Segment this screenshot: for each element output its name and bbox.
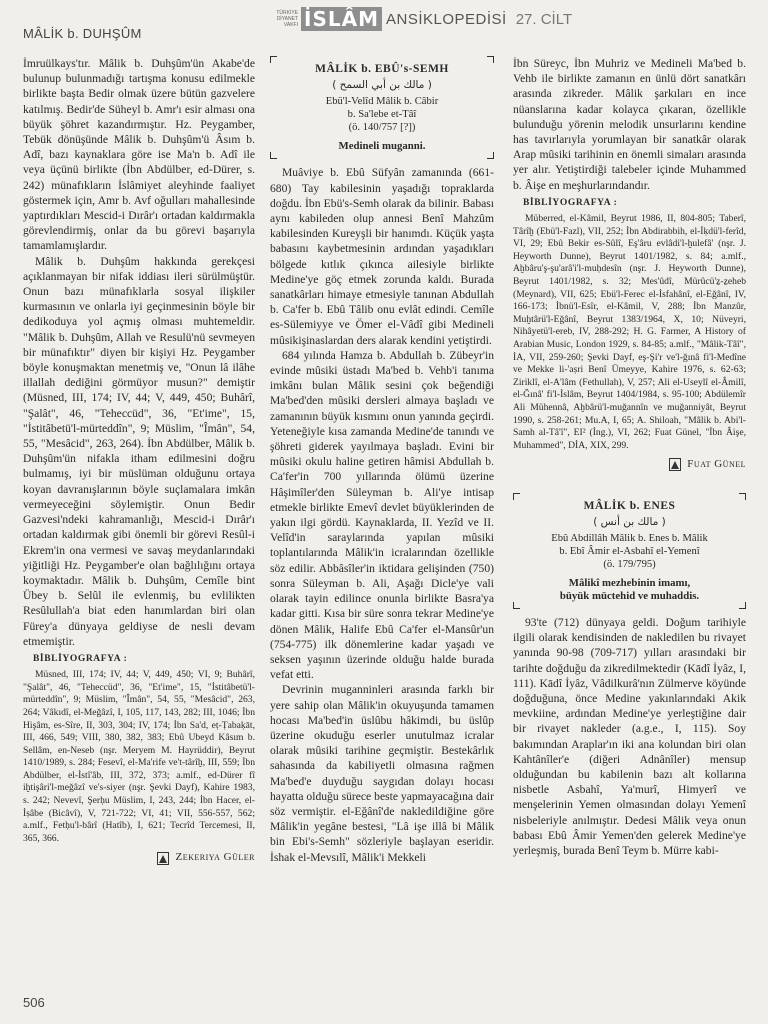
encyclopedia-emblem-icon	[157, 852, 169, 865]
entry-title: MÂLİK b. EBÛ's-SEMH	[315, 63, 449, 75]
entry-arabic-name: ( مالك بن أنس )	[593, 515, 666, 528]
paragraph: İbn Süreyc, İbn Muhriz ve Medineli Ma'bed b. Vehb ile birlikte zamanın en ünlü dört sanatkârı arasında zikreder. Mâlik şarkıları en ince nüanslarına kadar kolayca çıkaran, özellikle bulunduğu yörenin melodik unsurlarını kendine has tavırlarıyla yorumlayan bir sanatkâr olarak Arap mûsiki tarihinin en önemli simaları arasında yer alır. Yetiştirdiği talebeler içinde Muhammed b. Âişe en meşhurlarındandır.	[513, 57, 746, 192]
author-name: Fuat Günel	[687, 458, 746, 471]
entry-full-name: Ebü'l-Velîd Mâlik b. Câbir b. Sa'lebe et-Tâî (ö. 140/757 [?])	[325, 96, 439, 134]
entry-header	[270, 56, 494, 159]
paragraph: Muâviye b. Ebû Süfyân zamanında (661-680) Tay kabilesinin yaşadığı topraklarda doğdu. İbn Ebü's-Semh olarak da bilinir. Babası aynı kabileden olup annesi Benî Mahzûm kabilesinden Kureyşli bir hanımdı. Küçük yaşta babasını kaybetmesinin ardından yaşadıkları bölgede kıtlık çıkınca ailesiyle birlikte Medine'ye göç etmek zorunda kaldı. Burada sanatkârları himaye etmesiyle tanınan Abdullah b. Ca'fer b. Ebû Tâlib onu evlât edindi. Cemîle es-Sülemiyye ve Ömer el-Vâdî gibi Medineli mûsikişinaslardan ders alarak kendini yetiştirdi.	[270, 166, 494, 347]
paragraph: 93'te (712) dünyaya geldi. Doğum tarihiyle ilgili olarak kendisinden de nakledilen bu rivayet yanında 90-98 (709-717) yılları arasındaki bir tarihte doğduğu da zikredilmektedir (Kādî İyâz, I, 111). Kādî İyâz, Vâdilkurâ'nın Zülmerve köyünde doğduğuna, önce Medine yakınlarındaki Akik mevkiine, ardından Medine'ye yerleştiğine dair bir rivayet nakleder (a.g.e., I, 115). Soy bakımından Araplar'ın iki ana kolundan biri olan Kahtânîler'e (diğeri Adnânîler) mensup olduğundan bu kabilenin bazı alt kollarına nisbetle Asbahî, Ya'murî, Himyerî ve menşelerinin Yemen olmasından dolayı Yemenî nisbeleriyle anılmıştır. Dedesi Mâlik veya onun babası Ebû Âmir Yemen'den gelerek Medine'ye yerleşmiş, burada Benî Teym b. Mürre kabi-	[513, 615, 746, 857]
column-right	[513, 56, 746, 858]
page-number: 506	[23, 995, 45, 1010]
bibliography: Müsned, III, 174; IV, 44; V, 449, 450; VI, 9; Buhârî, "Şalât", 46, "Teheccüd", 36, "Et'ime", 15, "İstitâbetü'l-mürteddîn", 9; Müslim, "Îmân", 54, 55, "Mesâcid", 263, 264; Vâkıdî, el-Meğâzî, I, 105, 117, 143, 282; III, 1046; İbn Hişâm, es-Sîre, II, 303, 304; IV, 174; İbn Sa'd, eṭ-Ṭabaḳāt, III, 466, 549; VIII, 380, 382, 383; Ebû Ubeyd Kâsım b. Sellâm, en-Neseb (nşr. Meryem M. Hayrüddir), Beyrut 1410/1989, s. 284; Fesevî, el-Ma'rife ve't-târîḫ, III, 559; İbn Abdülber, el-İstî'âb, III, 372, 373; a.mlf., ed-Dürer fî iḫtişâri'l-meğâzî ve's-siyer (nşr. Şevki Dayf), Kahire 1983, s. 242; Nevevî, Şerḥu Müslim, I, 243, 244; İbn Hacer, el-İṣâbe (Bicâvî), V, 721-722; VI, 41; VII, 556-557, 562; a.mlf., Fetḥu'l-bârî (Hatîb), I, 621; Tecrîd Tercemesi, II, 365, 366.	[23, 669, 255, 844]
entry-description: Medineli muganni.	[338, 140, 426, 153]
foundation-label: TÜRKİYE DİYANET VAKFI	[276, 10, 298, 28]
bibliography: Müberred, el-Kâmil, Beyrut 1986, II, 804-805; Taberî, Târîḫ (Ebü'l-Fazl), VII, 252; İbn Abdirabbih, el-İḳdü'l-ferîd, VI, 29; Ebû Bekir es-Sûlî, Eş'âru evlâdi'l-ḫulefâ' (nşr. J. Heyworth Dunne), Beyrut 1401/1982, s. 84; a.mlf., Aḫbâru'ş-şu'arâ'i'l-muḥdesîn (nşr. J. Heyworth Dunne), Beyrut 1401/1982, s. 32; Mes'ûdî, Mürûcü'ẕ-ẕeheb (Meynard), VII, 625; Ebü'l-Ferec el-İsfahânî, el-Eğânî, IV, 166-173; İbnü'l-Esîr, el-Kâmil, V, 288; İbn Manzûr, Muḫtârü'l-Eğânî, Beyrut 1383/1964, X, 10; Nüveyri, Nihâyetü'l-ereb, IV, 288-292; H. G. Farmer, A History of Arabian Music, London 1929, s. 84-85; a.mlf., "Mâlik-Tâî", İA, VII, 259-260; Şevki Dayf, eş-Şi'r ve'l-ğınâ fi'l-Medîne ve Mekke li-'aṣri Benî Ümeyye, Kahire 1976, s. 62-63; Ziriklî, el-A'lâm (Fethullah), V, 257; Ali el-Useylî el-Âmilî, el-Ğınâ' fi'l-İslâm, Beyrut 1404/1984, s. 95-100; Abdülemîr Ali Mühennâ, Aḫbârü'l-muğannîn ve muğanniyât, Beyrut 1990, s. 258-261; Mu.A, I, 65; A. Shiloah, "Mâlik b. Abi'l-Samh al-Tâ'î", EI² (İng.), VI, 262; Fuat Günel, "İbn Âişe, Muhammed", DİA, XIX, 299.	[513, 213, 746, 451]
paragraph: İmruülkays'tır. Mâlik b. Duhşûm'ün Akabe'de bulunup bulunmadığı tartışma konusu edilmekle birlikte başta Bedir olmak üzere bütün gazvelere katılmış. Bedir'de Süheyl b. Amr'ı esir alması ona büyük şöhret kazandırmıştır. Hz. Peygamber, Tebük dönüşünde Mâlik b. Duhşûm'ü Âsım b. Adî, bazı kaynaklara göre ise Ma'n b. Adî ile veya üçünü birlikte (İbn Abdülber, ed-Dürer, s. 242) münafıkların İslâmiyet aleyhinde faaliyet göstermek için, Amr b. Avf oğulları mahallesinde yaptırdıkları Mescid-i Dırâr'ı ortadan kaldırmakla görevlendirmiş, onlar da bu görevi başarıyla tamamlamışlardır.	[23, 57, 255, 253]
column-middle	[270, 56, 494, 865]
paragraph: 684 yılında Hamza b. Abdullah b. Zübeyr'in evinde mûsiki üstadı Ma'bed b. Vehb'i tanıma imkânı bulan Mâlik sesini çok beğendiği Ma'bed'den mûsiki dersleri almaya başladı ve zamanının büyük kısmını onun yanında geçirdi. Yeteneğiyle kısa zamanda Medine'de tanındı ve şöhreti giderek yayılmaya başladı. Evini bir mûsiki okulu haline getiren hâmisi Abdullah b. Ca'fer'in 700 yıllarında ölümü üzerine Hâşimîler'den Süleyman b. Ali'ye intisap etmekle birlikte Emevî devlet büyüklerinden de yakın ilgi gördü. Kaynaklarda, II. Yezîd ve II. Velîd'in saraylarında yapılan mûsiki toplantılarında Mâlik'in icralarından özellikle söz edilir. Abbâsîler'in iktidara gelişinden (750) sonra Süleyman b. Ali, Aşağı Dicle'ye vali olarak tayin edilince onunla birlikte Basra'ya kadar gitti. Kısa bir süre sonra tekrar Medine'ye dönen Mâlik, Halife Ebû Ca'fer el-Mansûr'un (754-775) ilk dönemlerine kadar yaşadı ve seksen yaşının üzerinde olduğu halde burada vefat etti.	[270, 348, 494, 682]
running-title: MÂLİK b. DUHŞÛM	[23, 26, 142, 41]
encyclopedia-emblem-icon	[669, 458, 681, 471]
author-name: Zekeriya Güler	[175, 851, 255, 864]
author-signature	[513, 457, 746, 472]
entry-description: Mâlikî mezhebinin imamı, büyük müctehid ve muhaddis.	[559, 576, 700, 602]
entry-title: MÂLİK b. ENES	[583, 499, 676, 512]
author-signature	[23, 850, 255, 865]
paragraph: Mâlik b. Duhşûm hakkında gerekçesi açıklanmayan bir nifak iddiası ileri sürülmüştür. Onun bazı münafıklarla sosyal ilişkiler kurmasının ve onlarla iyi geçinmesinin böyle bir dedikoduya yol açmış olması muhtemeldir. "Mâlik b. Duhşûm, Allah ve Resulü'nü sevmeyen bir münafıktır" diyen bir kişiyi Hz. Peygamber böyle konuşmaktan menetmiş ve, "Onun lâ ilâhe illallah dediğini görmüyor musun?" demiştir (Müsned, III, 174; IV, 44; V, 449, 450; Buhârî, "Şalât", 46, "Teheccüd", 36, "Et'ime", 15, "İstitâbetü'l-mürteddîn", 9; Müslim, "Îmân", 54, 55, "Mesâcid", 263, 264). İbn Abdülber, Mâlik b. Duhşûm'ün nifakla itham edilmesini doğru bulmamış, iyi bir müslüman olduğunu ortaya koyan davranışlarının böyle suçlamalara imkân vermeyeceğini söylemiştir. Onun Bedir Gazvesi'ndeki kahramanlığı, Mescid-i Dırâr'ı ortadan kaldırmak gibi önemli bir görevi Resûl-i Ekrem'in ona vermesi ve savaş meydanlarındaki yiğitliği Hz. Peygamber'e olan bağlılığını ortaya koymaktadır. Mâlik b. Duhşûm, Cemîle bint Übey b. Selûl ile evlenmiş, bu evlilikten Resûlullah'a biat eden hanımlardan biri olan Fürey'a dünyaya geldiyse de nesli devam etmemiştir.	[23, 254, 255, 648]
column-left	[23, 56, 255, 866]
entry-arabic-name: ( مالك بن أبي السمح )	[332, 79, 432, 92]
paragraph: Devrinin muganninleri arasında farklı bir yere sahip olan Mâlik'in okuyuşunda tamamen hocası Ma'bed'in üslûbu hâkimdi, bu üslûp üzerine okuduğu eserler unutulmaz icralar olarak mûsiki tarihine geçmiştir. Bestekârlık sahasında da kabiliyetli olmasına rağmen Ma'bed'e duyduğu saygıdan dolayı hocası hayatta olduğu sürece beste yapmayacağına dair söz vermiştir. el-Eğânî'de nakledildiğine göre Mâlik'in yegâne bestesi, "Lâ işe illâ bi Mâlik bin Ebi's-Semh" sözleriyle başlayan eseridir. İshak el-Mevsılî, Mâlik'i Mekkeli	[270, 683, 494, 864]
bibliography-heading: BİBLİYOGRAFYA :	[523, 197, 618, 208]
logo-islam: İSLÂM	[301, 7, 382, 31]
logo-ansiklopedisi: ANSİKLOPEDİSİ	[385, 10, 507, 28]
entry-full-name: Ebû Abdillâh Mâlik b. Enes b. Mâlik b. Ebî Âmir el-Asbahî el-Yemenî (ö. 179/795)	[551, 532, 708, 570]
volume-label: 27. CİLT	[515, 10, 573, 28]
entry-header	[513, 493, 746, 609]
bibliography-heading: BİBLİYOGRAFYA :	[33, 653, 128, 664]
publication-logo	[268, 6, 572, 32]
